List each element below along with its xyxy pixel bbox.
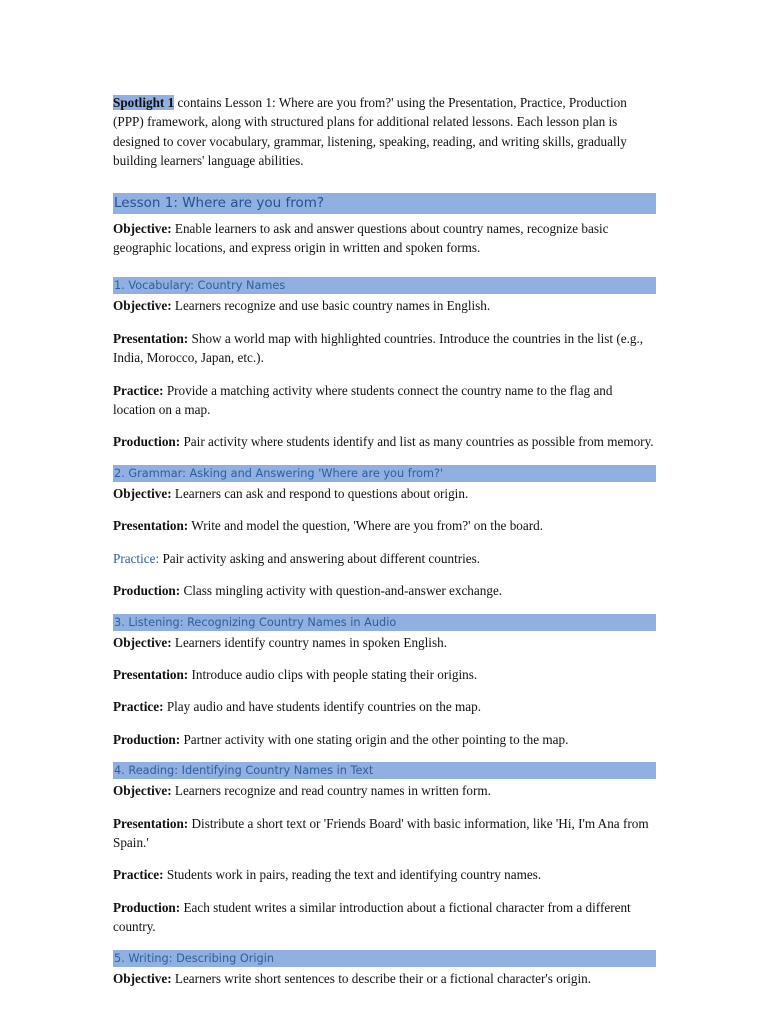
section-item (113, 329, 656, 368)
item-label: Production: (113, 899, 181, 915)
item-label: Practice: (113, 550, 160, 566)
item-label: Presentation: (113, 666, 189, 682)
item-label: Objective: (113, 485, 172, 501)
item-text: Partner activity with one stating origin and the other pointing to the map. (180, 731, 569, 747)
item-text: Learners identify country names in spoken English. (171, 634, 447, 650)
section-item (113, 381, 656, 420)
section-item (113, 814, 656, 853)
item-text: Learners write short sentences to describe their or a fictional character's origin. (171, 970, 592, 986)
item-label: Practice: (113, 382, 164, 398)
item-label: Production: (113, 583, 181, 599)
item-text: Pair activity where students identify and list as many countries as possible from memory. (180, 434, 654, 450)
section-item (113, 581, 656, 600)
section-item (113, 730, 656, 749)
lesson-objective-text: Enable learners to ask and answer questions about country names, recognize basic geographic locations, and express origin in written and spoken forms. (113, 220, 609, 256)
section-item (113, 781, 656, 800)
item-text: Learners recognize and read country names in written form. (171, 783, 491, 799)
item-label: Presentation: (113, 518, 189, 534)
item-text: Students work in pairs, reading the text and identifying country names. (163, 867, 542, 883)
section-item (113, 296, 656, 315)
section-item (113, 898, 656, 937)
item-label: Objective: (113, 298, 172, 314)
item-text: Play audio and have students identify countries on the map. (163, 699, 482, 715)
item-label: Presentation: (113, 815, 189, 831)
item-label: Objective: (113, 634, 172, 650)
lesson-objective-label: Objective: (113, 220, 172, 236)
section-item (113, 697, 656, 716)
item-text: Provide a matching activity where students connect the country name to the flag and location on a map. (113, 382, 613, 418)
spotlight-highlight: Spotlight 1 (113, 95, 175, 110)
section-item (113, 516, 656, 535)
section-item (113, 432, 656, 451)
section-item (113, 865, 656, 884)
section-item (113, 665, 656, 684)
section-item (113, 484, 656, 503)
item-text: Each student writes a similar introduction about a fictional character from a different country. (113, 899, 631, 935)
lesson-objective (113, 219, 656, 258)
item-text: Pair activity asking and answering about different countries. (159, 550, 481, 566)
item-label: Presentation: (113, 330, 189, 346)
section-item (113, 549, 656, 568)
section-heading-reading: 4. Reading: Identifying Country Names in Text (113, 762, 656, 779)
intro-paragraph (113, 93, 656, 171)
section-item (113, 633, 656, 652)
section-item (113, 969, 656, 988)
item-label: Practice: (113, 699, 164, 715)
item-text: Show a world map with highlighted countries. Introduce the countries in the list (e.g., India, Morocco, Japan, etc.). (113, 330, 644, 366)
lesson-title: Lesson 1: Where are you from? (113, 193, 656, 214)
item-text: Introduce audio clips with people stating their origins. (188, 666, 478, 682)
item-label: Production: (113, 731, 181, 747)
item-label: Objective: (113, 783, 172, 799)
item-label: Production: (113, 434, 181, 450)
item-text: Learners can ask and respond to questions about origin. (171, 485, 469, 501)
section-heading-grammar: 2. Grammar: Asking and Answering 'Where are you from?' (113, 465, 656, 482)
section-heading-vocabulary: 1. Vocabulary: Country Names (113, 277, 656, 294)
item-text: Write and model the question, 'Where are you from?' on the board. (188, 518, 544, 534)
item-text: Class mingling activity with question-and-answer exchange. (180, 583, 503, 599)
item-label: Objective: (113, 970, 172, 986)
section-heading-listening: 3. Listening: Recognizing Country Names in Audio (113, 614, 656, 631)
item-text: Learners recognize and use basic country names in English. (171, 298, 491, 314)
document-page (113, 93, 656, 988)
section-heading-writing: 5. Writing: Describing Origin (113, 950, 656, 967)
intro-text: contains Lesson 1: Where are you from?' using the Presentation, Practice, Production (PPP) framework, along with structured plans for additional related lessons. Each lesson plan is designed to cover vocabulary, grammar, listening, speaking, reading, and writing skills, gradually building learners' language abilities. (113, 95, 627, 169)
item-label: Practice: (113, 867, 164, 883)
item-text: Distribute a short text or 'Friends Board' with basic information, like 'Hi, I'm Ana from Spain.' (113, 815, 649, 850)
